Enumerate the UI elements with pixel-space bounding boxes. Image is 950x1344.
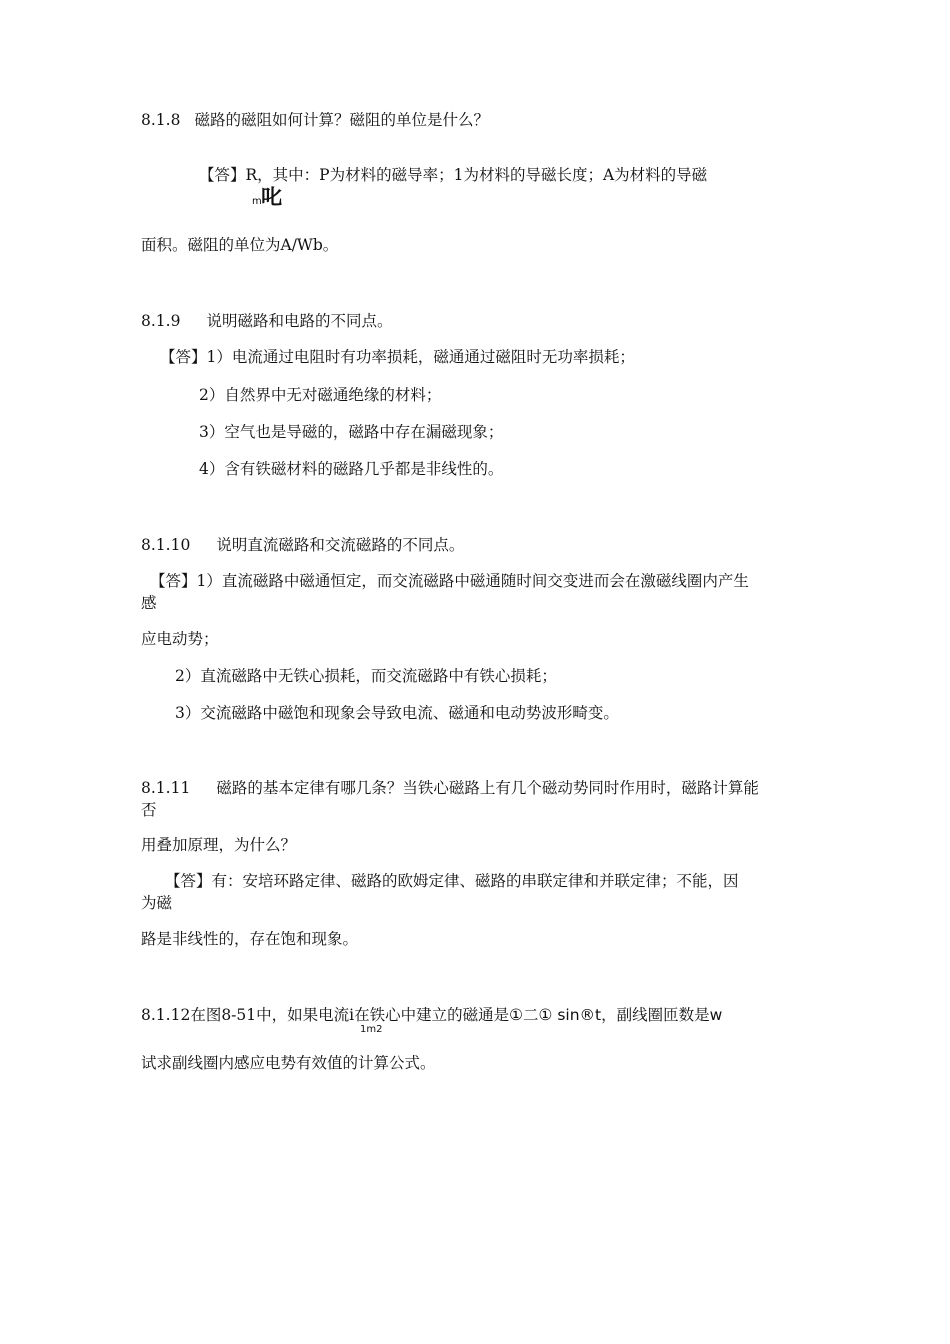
question-text: 磁路的基本定律有哪几条？当铁心磁路上有几个磁动势同时作用时，磁路计算能 [216, 779, 759, 797]
question-text: 磁路的磁阻如何计算？磁阻的单位是什么？ [194, 111, 489, 129]
question-8-1-9 [141, 311, 392, 331]
answer-8-1-11-line-1: 【答】有：安培环路定律、磁路的欧姆定律、磁路的串联定律和并联定律；不能，因 [165, 872, 739, 890]
answer-8-1-10-line-2: 应电动势； [141, 630, 219, 648]
answer-8-1-10-line-4: 3）交流磁路中磁饱和现象会导致电流、磁通和电动势波形畸变。 [175, 704, 619, 722]
answer-8-1-10-line-1: 【答】1）直流磁路中磁通恒定，而交流磁路中磁通随时间交变进而会在激磁线圈内产生 [150, 572, 749, 590]
question-number: 8.1.8 [141, 111, 181, 129]
subscript-m: m [252, 196, 262, 207]
answer-8-1-9-line-4: 4）含有铁磁材料的磁路几乎都是非线性的。 [199, 460, 504, 478]
question-8-1-12-line-2: 试求副线圈内感应电势有效值的计算公式。 [141, 1054, 436, 1072]
answer-8-1-8-line-2: 面积。磁阻的单位为A/Wb。 [141, 236, 339, 254]
question-8-1-11-line-2: 用叠加原理，为什么？ [141, 836, 297, 854]
question-number: 8.1.11 [141, 779, 191, 797]
answer-8-1-9-line-2: 2）自然界中无对磁通绝缘的材料； [199, 386, 442, 404]
answer-8-1-10-line-1-wrap: 感 [141, 594, 157, 612]
question-text: 说明磁路和电路的不同点。 [206, 312, 393, 330]
question-8-1-11-line-1-wrap: 否 [141, 801, 157, 819]
answer-8-1-9-line-1: 【答】1）电流通过电阻时有功率损耗，磁通通过磁阻时无功率损耗； [160, 348, 635, 366]
answer-8-1-8-line-1: 【答】R，其中：P为材料的磁导率；1为材料的导磁长度；A为材料的导磁 [199, 166, 708, 184]
question-8-1-8 [141, 110, 489, 130]
question-8-1-11-line-1 [141, 778, 759, 798]
answer-8-1-11-line-2: 路是非线性的，存在饱和现象。 [141, 930, 359, 948]
question-text-c: sin®t，副线圈匝数是w [557, 1006, 723, 1024]
question-text: 说明直流磁路和交流磁路的不同点。 [216, 536, 465, 554]
answer-8-1-9-line-3: 3）空气也是导磁的，磁路中存在漏磁现象； [199, 423, 504, 441]
question-8-1-10 [141, 535, 464, 555]
question-number: 8.1.12 [141, 1006, 191, 1024]
question-number: 8.1.9 [141, 312, 181, 330]
subscript-1m2: 1m2 [360, 1024, 383, 1035]
answer-8-1-10-line-3: 2）直流磁路中无铁心损耗，而交流磁路中有铁心损耗； [175, 667, 557, 685]
flux-formula: ①二① [509, 1006, 553, 1024]
formula-glyph: 叱 [261, 185, 282, 209]
question-number: 8.1.10 [141, 536, 191, 554]
question-8-1-12-line-1 [141, 1005, 722, 1025]
question-text-a: 在图8-51中，如果电流i在铁心中建立的磁通是 [190, 1006, 510, 1024]
answer-8-1-11-line-1-wrap: 为磁 [141, 894, 173, 912]
